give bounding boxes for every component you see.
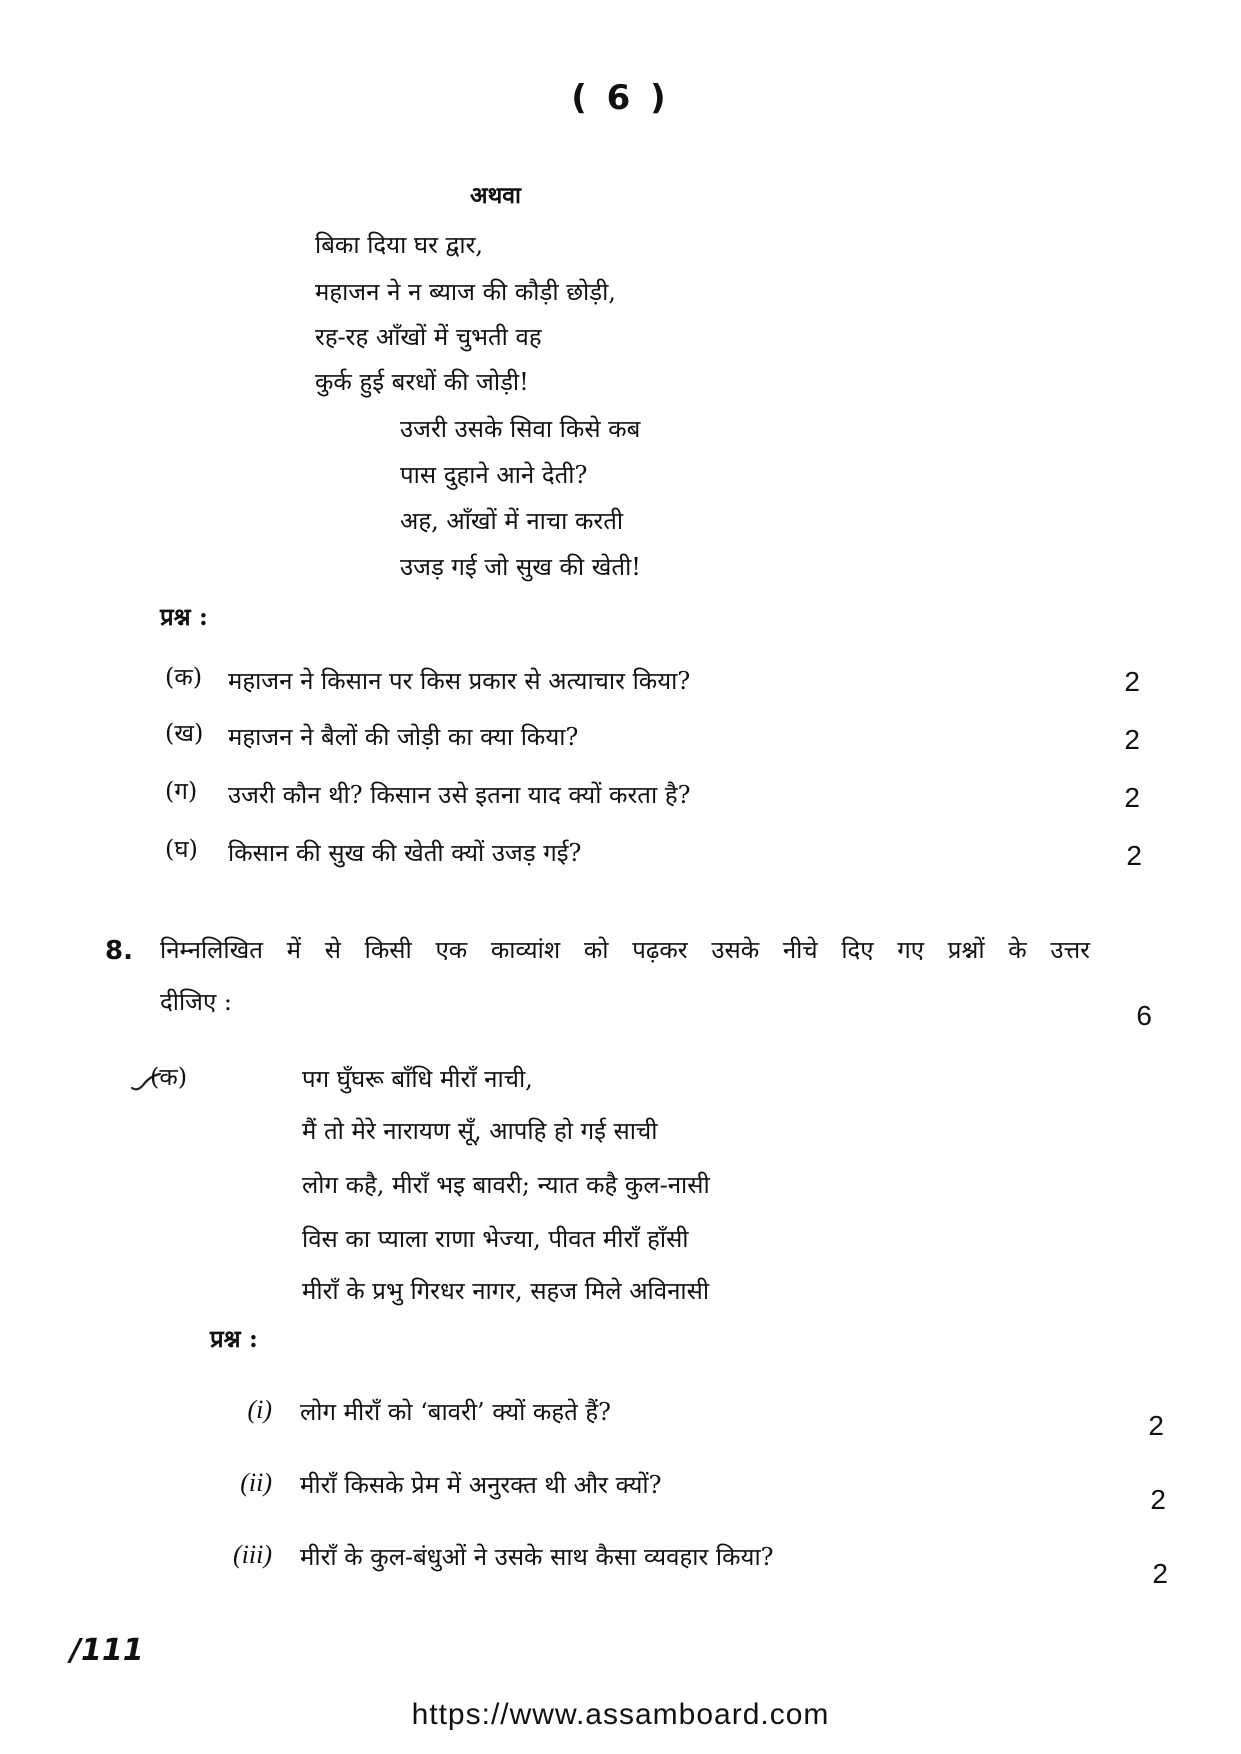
question-text: उजरी कौन थी? किसान उसे इतना याद क्यों करता है?: [228, 781, 691, 809]
question-marker: (ii): [240, 1468, 272, 1497]
question-marks: 2: [1126, 840, 1142, 871]
question-text: महाजन ने बैलों की जोड़ी का क्या किया?: [228, 723, 579, 751]
poem-line: महाजन ने न ब्याज की कौड़ी छोड़ी,: [315, 278, 616, 306]
question-marks: 6: [1136, 1000, 1152, 1031]
question-text: महाजन ने किसान पर किस प्रकार से अत्याचार किया?: [228, 667, 691, 695]
or-label: अथवा: [470, 182, 522, 209]
passage-marker: (क): [150, 1063, 188, 1091]
poem-line: मीराँ के प्रभु गिरधर नागर, सहज मिले अविनासी: [302, 1277, 710, 1305]
questions-label: प्रश्न :: [210, 1324, 258, 1353]
poem-line: अह, आँखों में नाचा करती: [400, 507, 624, 535]
question-marks: 2: [1152, 1558, 1168, 1589]
question-marker: (ख): [165, 719, 204, 747]
poem-line: कुर्क हुई बरधों की जोड़ी!: [315, 368, 529, 396]
poem-line: पग घुँघरू बाँधि मीराँ नाची,: [302, 1065, 533, 1093]
source-url: https://www.assamboard.com: [411, 1698, 830, 1731]
question-text: मीराँ के कुल-बंधुओं ने उसके साथ कैसा व्यवहार किया?: [300, 1543, 774, 1571]
questions-label: प्रश्न :: [160, 602, 208, 631]
question-text: किसान की सुख की खेती क्यों उजड़ गई?: [228, 839, 582, 867]
question-marks: 2: [1150, 1484, 1166, 1515]
question-marks: 2: [1124, 782, 1140, 813]
poem-line: बिका दिया घर द्वार,: [315, 231, 484, 259]
question-marker: (ग): [165, 777, 198, 805]
poem-line: विस का प्याला राणा भेज्या, पीवत मीराँ हाँसी: [302, 1225, 689, 1253]
question-marker: (iii): [233, 1540, 272, 1569]
poem-line: रह-रह आँखों में चुभती वह: [315, 323, 542, 351]
question-text: मीराँ किसके प्रेम में अनुरक्त थी और क्यों?: [300, 1471, 662, 1499]
question-instruction-cont: दीजिए :: [160, 988, 232, 1016]
question-number: 8.: [105, 936, 133, 966]
poem-line: उजड़ गई जो सुख की खेती!: [400, 553, 641, 581]
poem-line: पास दुहाने आने देती?: [400, 461, 588, 489]
page-number: ( 6 ): [571, 78, 670, 118]
question-text: लोग मीराँ को ‘बावरी’ क्यों कहते हैं?: [300, 1398, 612, 1426]
poem-line: मैं तो मेरे नारायण सूँ, आपहि हो गई साची: [302, 1117, 658, 1145]
poem-line: लोग कहै, मीराँ भइ बावरी; न्यात कहै कुल-नासी: [302, 1171, 710, 1199]
question-marker: (i): [247, 1395, 272, 1424]
paper-code: /111: [70, 1633, 144, 1668]
question-marks: 2: [1124, 666, 1140, 697]
question-marks: 2: [1124, 724, 1140, 755]
question-marks: 2: [1148, 1410, 1164, 1441]
poem-line: उजरी उसके सिवा किसे कब: [400, 415, 641, 443]
question-marker: (घ): [165, 835, 198, 863]
question-instruction: निम्नलिखित में से किसी एक काव्यांश को पढ़कर उसके नीचे दिए गए प्रश्नों के उत्तर: [160, 936, 1090, 964]
question-marker: (क): [165, 663, 203, 691]
